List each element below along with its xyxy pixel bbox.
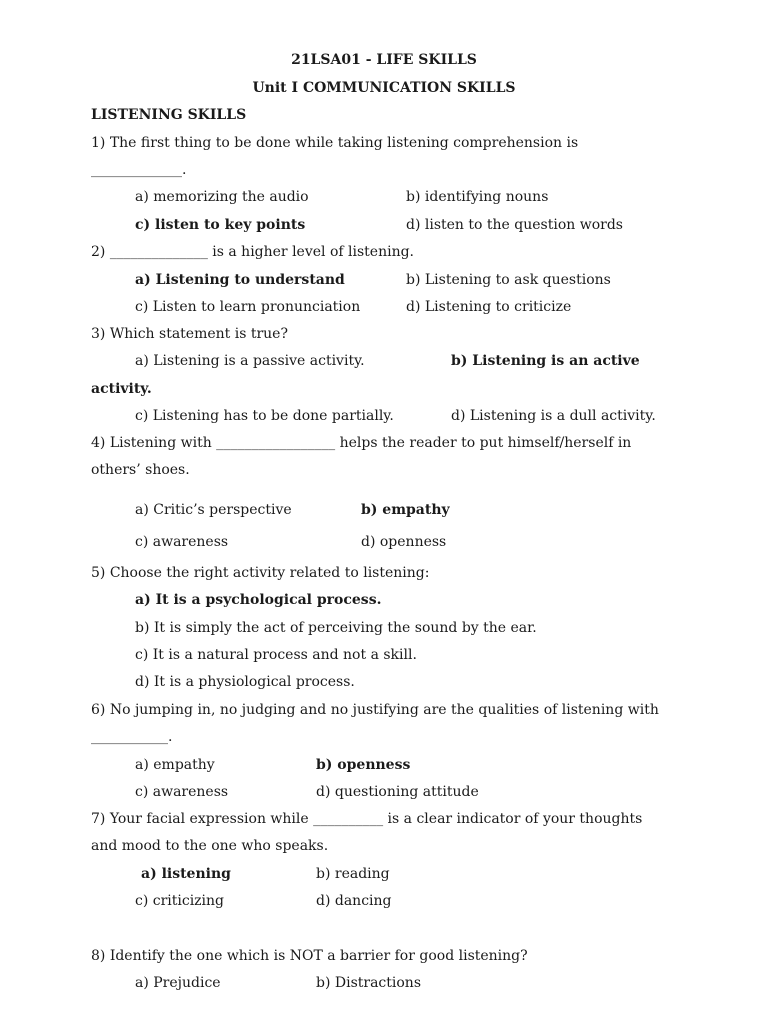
question-6-text: 6) No jumping in, no judging and no justifying are the qualities of listening with bbox=[91, 702, 659, 718]
q2-option-c: c) Listen to learn pronunciation bbox=[135, 299, 361, 315]
unit-title: Unit I COMMUNICATION SKILLS bbox=[252, 80, 516, 96]
question-7-text: 7) Your facial expression while __________ is a clear indicator of your thoughts bbox=[91, 811, 643, 827]
course-title: 21LSA01 - LIFE SKILLS bbox=[291, 52, 477, 68]
q4-option-d: d) openness bbox=[361, 534, 447, 550]
question-1-blank: _____________. bbox=[91, 162, 187, 178]
question-4-text: 4) Listening with _________________ helps the reader to put himself/herself in bbox=[91, 435, 632, 451]
question-3-text: 3) Which statement is true? bbox=[91, 326, 288, 342]
q6-option-a: a) empathy bbox=[135, 757, 215, 773]
question-6-blank: ___________. bbox=[91, 729, 173, 745]
q8-option-a: a) Prejudice bbox=[135, 975, 221, 991]
q6-option-d: d) questioning attitude bbox=[316, 784, 479, 800]
q6-option-b-answer: b) openness bbox=[316, 757, 411, 773]
question-2-text: 2) ______________ is a higher level of listening. bbox=[91, 244, 414, 260]
q5-option-d: d) It is a physiological process. bbox=[135, 674, 355, 690]
q2-option-d: d) Listening to criticize bbox=[406, 299, 572, 315]
q7-option-d: d) dancing bbox=[316, 893, 392, 909]
q2-option-a-answer: a) Listening to understand bbox=[135, 272, 345, 288]
q4-option-b-answer: b) empathy bbox=[361, 502, 450, 518]
q4-option-a: a) Critic’s perspective bbox=[135, 502, 292, 518]
question-5-text: 5) Choose the right activity related to listening: bbox=[91, 565, 430, 581]
q6-option-c: c) awareness bbox=[135, 784, 229, 800]
q4-option-c: c) awareness bbox=[135, 534, 229, 550]
q5-option-b: b) It is simply the act of perceiving the sound by the ear. bbox=[135, 620, 537, 636]
q3-option-a: a) Listening is a passive activity. bbox=[135, 353, 365, 369]
q3-option-d: d) Listening is a dull activity. bbox=[451, 408, 656, 424]
q1-option-c-answer: c) listen to key points bbox=[135, 217, 306, 233]
q1-option-b: b) identifying nouns bbox=[406, 189, 549, 205]
q7-option-b: b) reading bbox=[316, 866, 390, 882]
question-1-text: 1) The first thing to be done while taking listening comprehension is bbox=[91, 135, 579, 151]
q7-option-a-answer: a) listening bbox=[141, 866, 231, 882]
q3-option-b-answer: b) Listening is an active bbox=[451, 353, 640, 369]
q8-option-b: b) Distractions bbox=[316, 975, 421, 991]
q7-option-c: c) criticizing bbox=[135, 893, 225, 909]
question-4-text-cont: others’ shoes. bbox=[91, 462, 190, 478]
q5-option-c: c) It is a natural process and not a skill. bbox=[135, 647, 417, 663]
question-7-text-cont: and mood to the one who speaks. bbox=[91, 838, 329, 854]
q3-option-c: c) Listening has to be done partially. bbox=[135, 408, 394, 424]
q3-option-b-continuation: activity. bbox=[91, 381, 152, 397]
section-heading: LISTENING SKILLS bbox=[91, 107, 247, 123]
q1-option-a: a) memorizing the audio bbox=[135, 189, 309, 205]
q2-option-b: b) Listening to ask questions bbox=[406, 272, 611, 288]
q5-option-a-answer: a) It is a psychological process. bbox=[135, 592, 382, 608]
q1-option-d: d) listen to the question words bbox=[406, 217, 623, 233]
question-8-text: 8) Identify the one which is NOT a barrier for good listening? bbox=[91, 948, 528, 964]
